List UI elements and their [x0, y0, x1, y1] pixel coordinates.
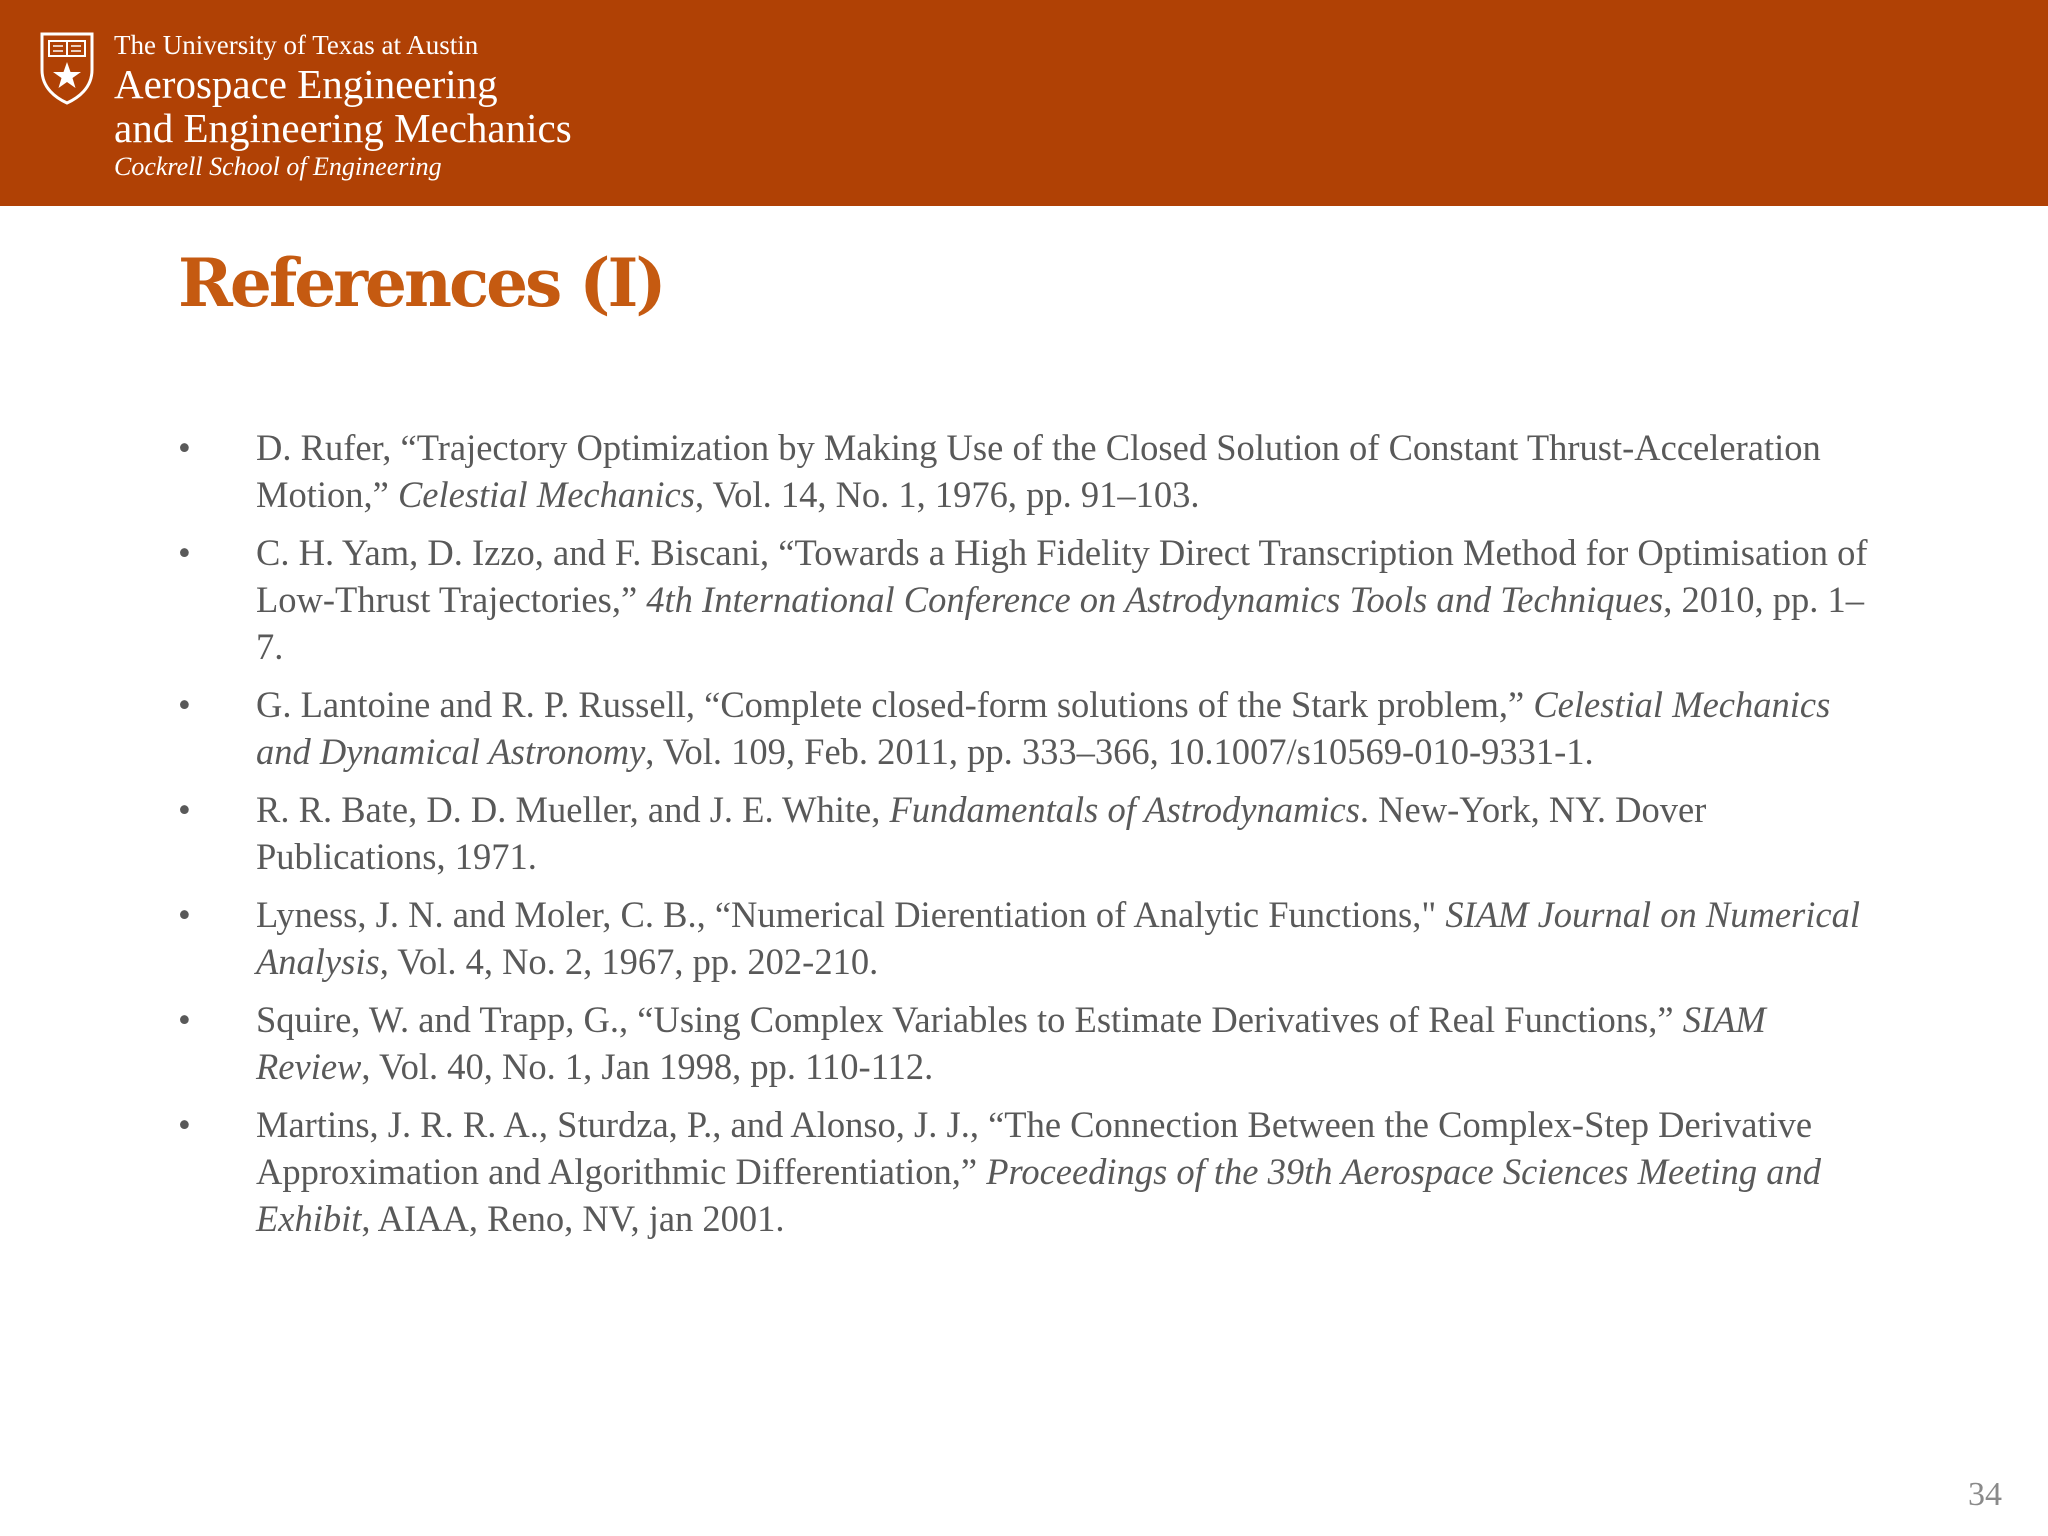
- bullet-icon: •: [178, 532, 191, 573]
- reference-details: , Vol. 4, No. 2, 1967, pp. 202-210.: [379, 941, 879, 982]
- reference-item: [178, 529, 1878, 670]
- reference-source: 4th International Conference on Astrodynamics Tools and Techniques: [646, 579, 1664, 620]
- university-name: The University of Texas at Austin: [114, 30, 479, 60]
- bullet-icon: •: [178, 894, 191, 935]
- reference-details: . New-York, NY. Dover Publications, 1971.: [256, 789, 1707, 877]
- slide-header: [0, 0, 2048, 206]
- reference-details: , Vol. 109, Feb. 2011, pp. 333–366, 10.1007/s10569-010-9331-1.: [645, 731, 1594, 772]
- reference-source: Celestial Mechanics: [397, 474, 695, 515]
- reference-item: [178, 786, 1878, 880]
- reference-item: [178, 424, 1878, 518]
- reference-details: , 2010, pp. 1–7.: [256, 579, 1864, 667]
- reference-text: Squire, W. and Trapp, G., “Using Complex Variables to Estimate Derivatives of Real Functions,”: [256, 999, 1683, 1040]
- reference-text: R. R. Bate, D. D. Mueller, and J. E. White,: [256, 789, 890, 830]
- reference-text: Martins, J. R. R. A., Sturdza, P., and Alonso, J. J., “The Connection Between the Complex-Step Derivative Approximation and Algorithmic Differentiation,”: [256, 1104, 1813, 1192]
- bullet-icon: •: [178, 684, 191, 725]
- reference-details: , Vol. 14, No. 1, 1976, pp. 91–103.: [694, 474, 1200, 515]
- bullet-icon: •: [178, 789, 191, 830]
- reference-source: SIAM Journal on Numerical Analysis: [256, 894, 1860, 982]
- reference-list: [178, 424, 1878, 1253]
- reference-source: Celestial Mechanics and Dynamical Astronomy: [256, 684, 1831, 772]
- reference-item: [178, 681, 1878, 775]
- page-number: 34: [1968, 1476, 2002, 1513]
- reference-item: [178, 891, 1878, 985]
- bullet-icon: •: [178, 1104, 191, 1145]
- reference-text: C. H. Yam, D. Izzo, and F. Biscani, “Towards a High Fidelity Direct Transcription Method for Optimisation of Low-Thrust Trajectories,”: [256, 532, 1868, 620]
- school-name: Cockrell School of Engineering: [114, 152, 442, 181]
- bullet-icon: •: [178, 427, 191, 468]
- reference-details: , AIAA, Reno, NV, jan 2001.: [361, 1198, 785, 1239]
- reference-details: , Vol. 40, No. 1, Jan 1998, pp. 110-112.: [361, 1046, 934, 1087]
- reference-source: Proceedings of the 39th Aerospace Sciences Meeting and Exhibit: [256, 1151, 1822, 1239]
- reference-source: SIAM Review: [256, 999, 1766, 1087]
- slide-title: References (I): [178, 244, 664, 322]
- header-branding: [114, 28, 572, 184]
- reference-text: D. Rufer, “Trajectory Optimization by Making Use of the Closed Solution of Constant Thrust-Acceleration Motion,”: [256, 427, 1821, 515]
- department-name-line1: Aerospace Engineering: [114, 61, 498, 107]
- reference-text: Lyness, J. N. and Moler, C. B., “Numerical Dierentiation of Analytic Functions,": [256, 894, 1446, 935]
- reference-item: [178, 996, 1878, 1090]
- bullet-icon: •: [178, 999, 191, 1040]
- reference-item: [178, 1101, 1878, 1242]
- ut-shield-icon: [38, 30, 96, 106]
- reference-text: G. Lantoine and R. P. Russell, “Complete closed-form solutions of the Stark problem,”: [256, 684, 1534, 725]
- department-name-line2: and Engineering Mechanics: [114, 105, 572, 151]
- reference-source: Fundamentals of Astrodynamics: [889, 789, 1360, 830]
